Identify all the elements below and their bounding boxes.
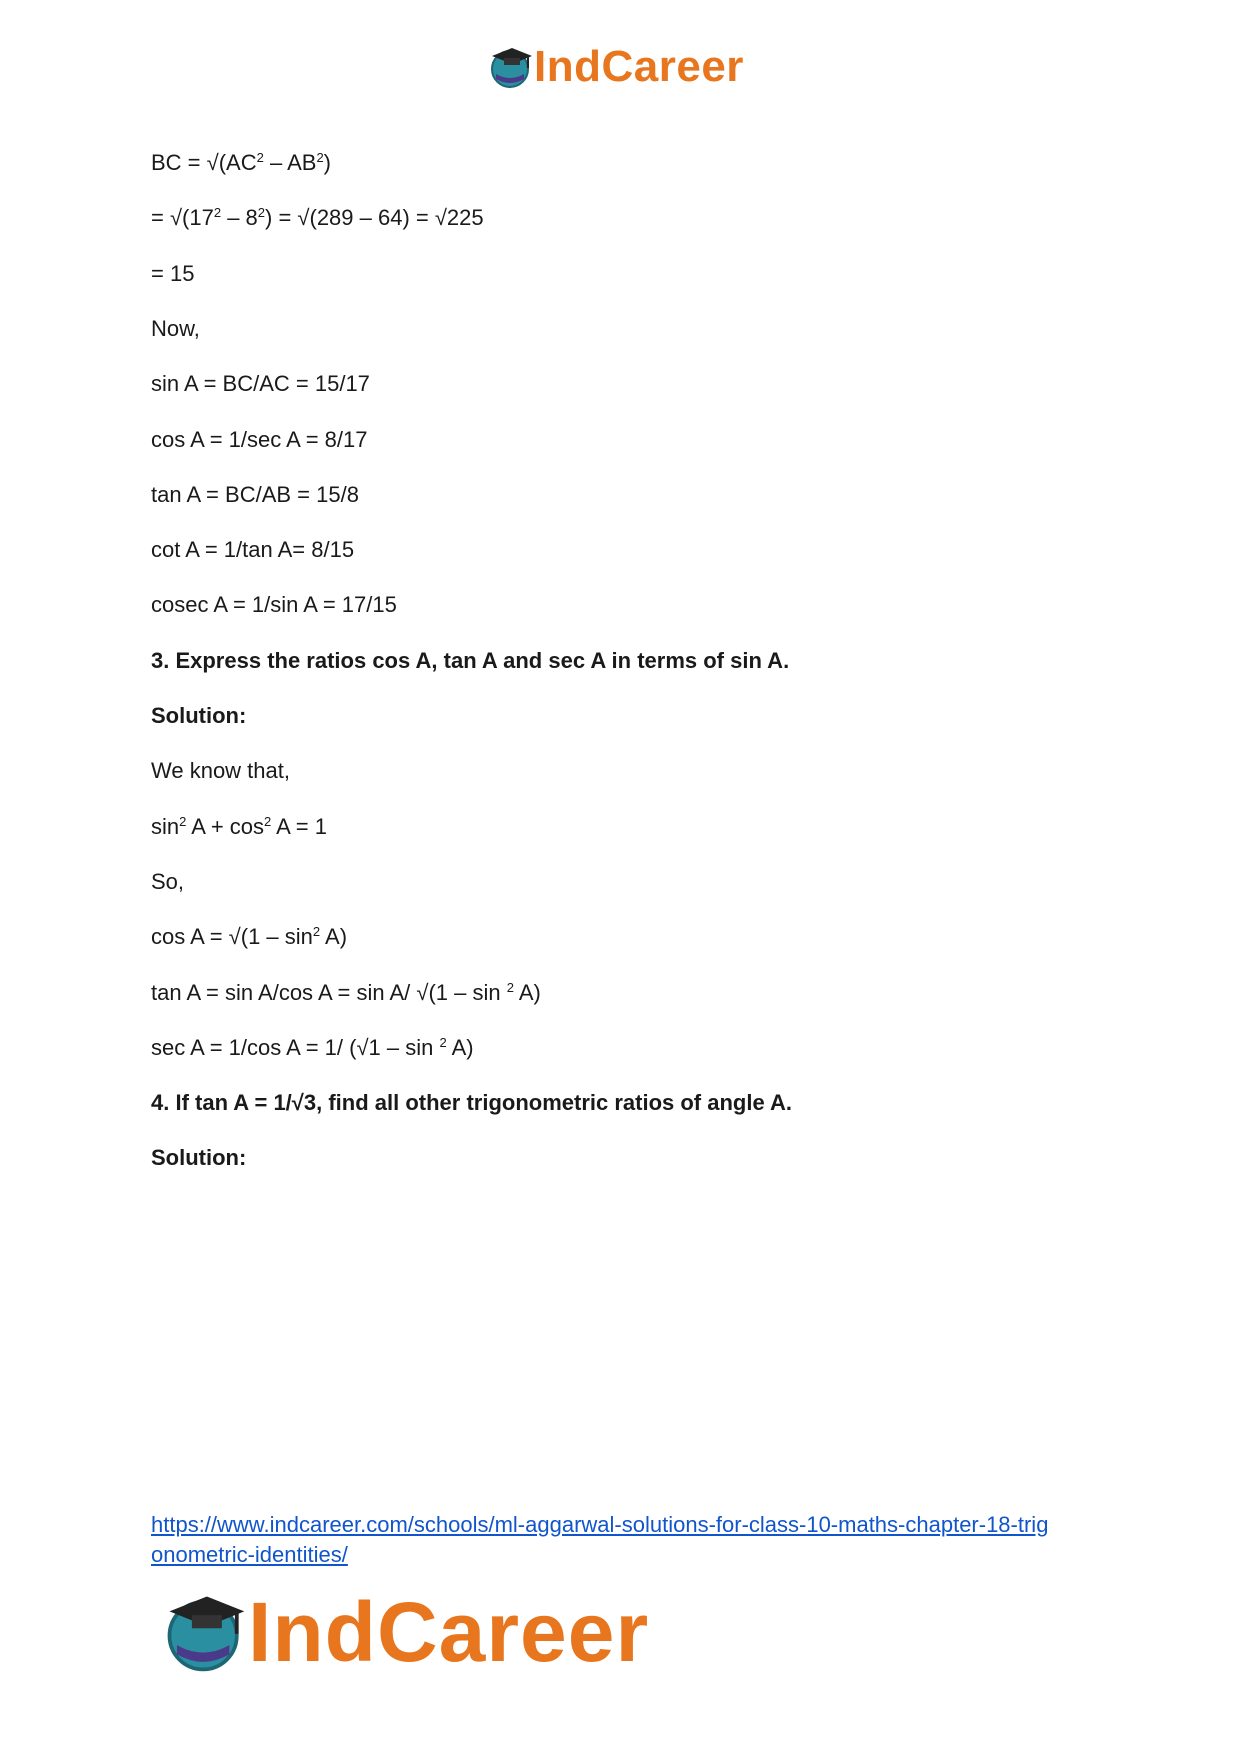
superscript: 2 <box>256 150 264 165</box>
text-line <box>151 316 200 342</box>
superscript: 2 <box>316 150 324 165</box>
text-segment: tan A = sin A/cos A = sin A/ √(1 – sin <box>151 980 507 1005</box>
text-segment: – 8 <box>221 205 258 230</box>
text-line <box>151 758 290 784</box>
text-line <box>151 1145 246 1171</box>
text-segment: A) <box>513 980 541 1005</box>
text-line <box>151 482 359 508</box>
text-line <box>151 261 194 287</box>
header-logo <box>488 42 744 92</box>
text-line <box>151 592 397 618</box>
text-line <box>151 371 370 397</box>
superscript: 2 <box>213 205 222 220</box>
text-segment: A + cos <box>186 814 265 839</box>
text-line <box>151 924 347 950</box>
graduation-globe-book-icon <box>488 44 534 90</box>
text-line <box>151 1090 792 1116</box>
header-brand: IndCareer <box>534 42 744 91</box>
text-segment: ) <box>323 150 331 175</box>
graduation-globe-book-icon <box>162 1589 248 1675</box>
text-line <box>151 537 354 563</box>
text-segment: 3. Express the ratios cos A, tan A and sec A in terms of sin A. <box>151 648 790 673</box>
text-segment: A) <box>446 1035 474 1060</box>
text-segment: ) = √(289 – 64) = √225 <box>265 205 484 230</box>
text-line <box>151 150 331 176</box>
text-segment: cot A = 1/tan A= 8/15 <box>151 537 355 562</box>
superscript: 2 <box>179 814 187 829</box>
text-segment: We know that, <box>151 758 290 783</box>
text-line <box>151 980 541 1006</box>
superscript: 2 <box>264 814 272 829</box>
text-segment: – AB <box>263 150 317 175</box>
superscript: 2 <box>506 980 514 995</box>
text-line <box>151 205 484 231</box>
text-segment: sin <box>151 814 180 839</box>
text-segment: Now, <box>151 316 200 341</box>
text-segment: Solution: <box>151 703 247 728</box>
text-segment: A) <box>320 924 348 949</box>
text-segment: cos A = 1/sec A = 8/17 <box>151 427 368 452</box>
text-line <box>151 869 184 895</box>
text-segment: 4. If tan A = 1/√3, find all other trigonometric ratios of angle A. <box>151 1090 792 1115</box>
text-segment: So, <box>151 869 185 894</box>
footer-logo <box>162 1585 650 1679</box>
footer-brand: IndCareer <box>248 1585 650 1679</box>
superscript: 2 <box>312 924 321 939</box>
text-line <box>151 427 368 453</box>
text-segment: A = 1 <box>271 814 327 839</box>
text-line <box>151 648 789 674</box>
text-segment: cos A = √(1 – sin <box>151 924 313 949</box>
text-line <box>151 1035 474 1061</box>
footer-link-line-2[interactable]: onometric-identities/ <box>151 1542 348 1567</box>
superscript: 2 <box>257 205 266 220</box>
text-segment: = 15 <box>151 261 195 286</box>
superscript: 2 <box>439 1035 447 1050</box>
text-line <box>151 814 327 840</box>
text-segment: tan A = BC/AB = 15/8 <box>151 482 359 507</box>
text-line <box>151 703 246 729</box>
footer-link-line-1[interactable]: https://www.indcareer.com/schools/ml-aggarwal-solutions-for-class-10-maths-chapter-18-trig <box>151 1512 1049 1537</box>
footer-link[interactable] <box>151 1510 1111 1570</box>
text-segment: sin A = BC/AC = 15/17 <box>151 371 370 396</box>
text-segment: = √(17 <box>151 205 214 230</box>
text-segment: BC = √(AC <box>151 150 257 175</box>
text-segment: sec A = 1/cos A = 1/ (√1 – sin <box>151 1035 440 1060</box>
text-segment: Solution: <box>151 1145 247 1170</box>
text-segment: cosec A = 1/sin A = 17/15 <box>151 592 397 617</box>
